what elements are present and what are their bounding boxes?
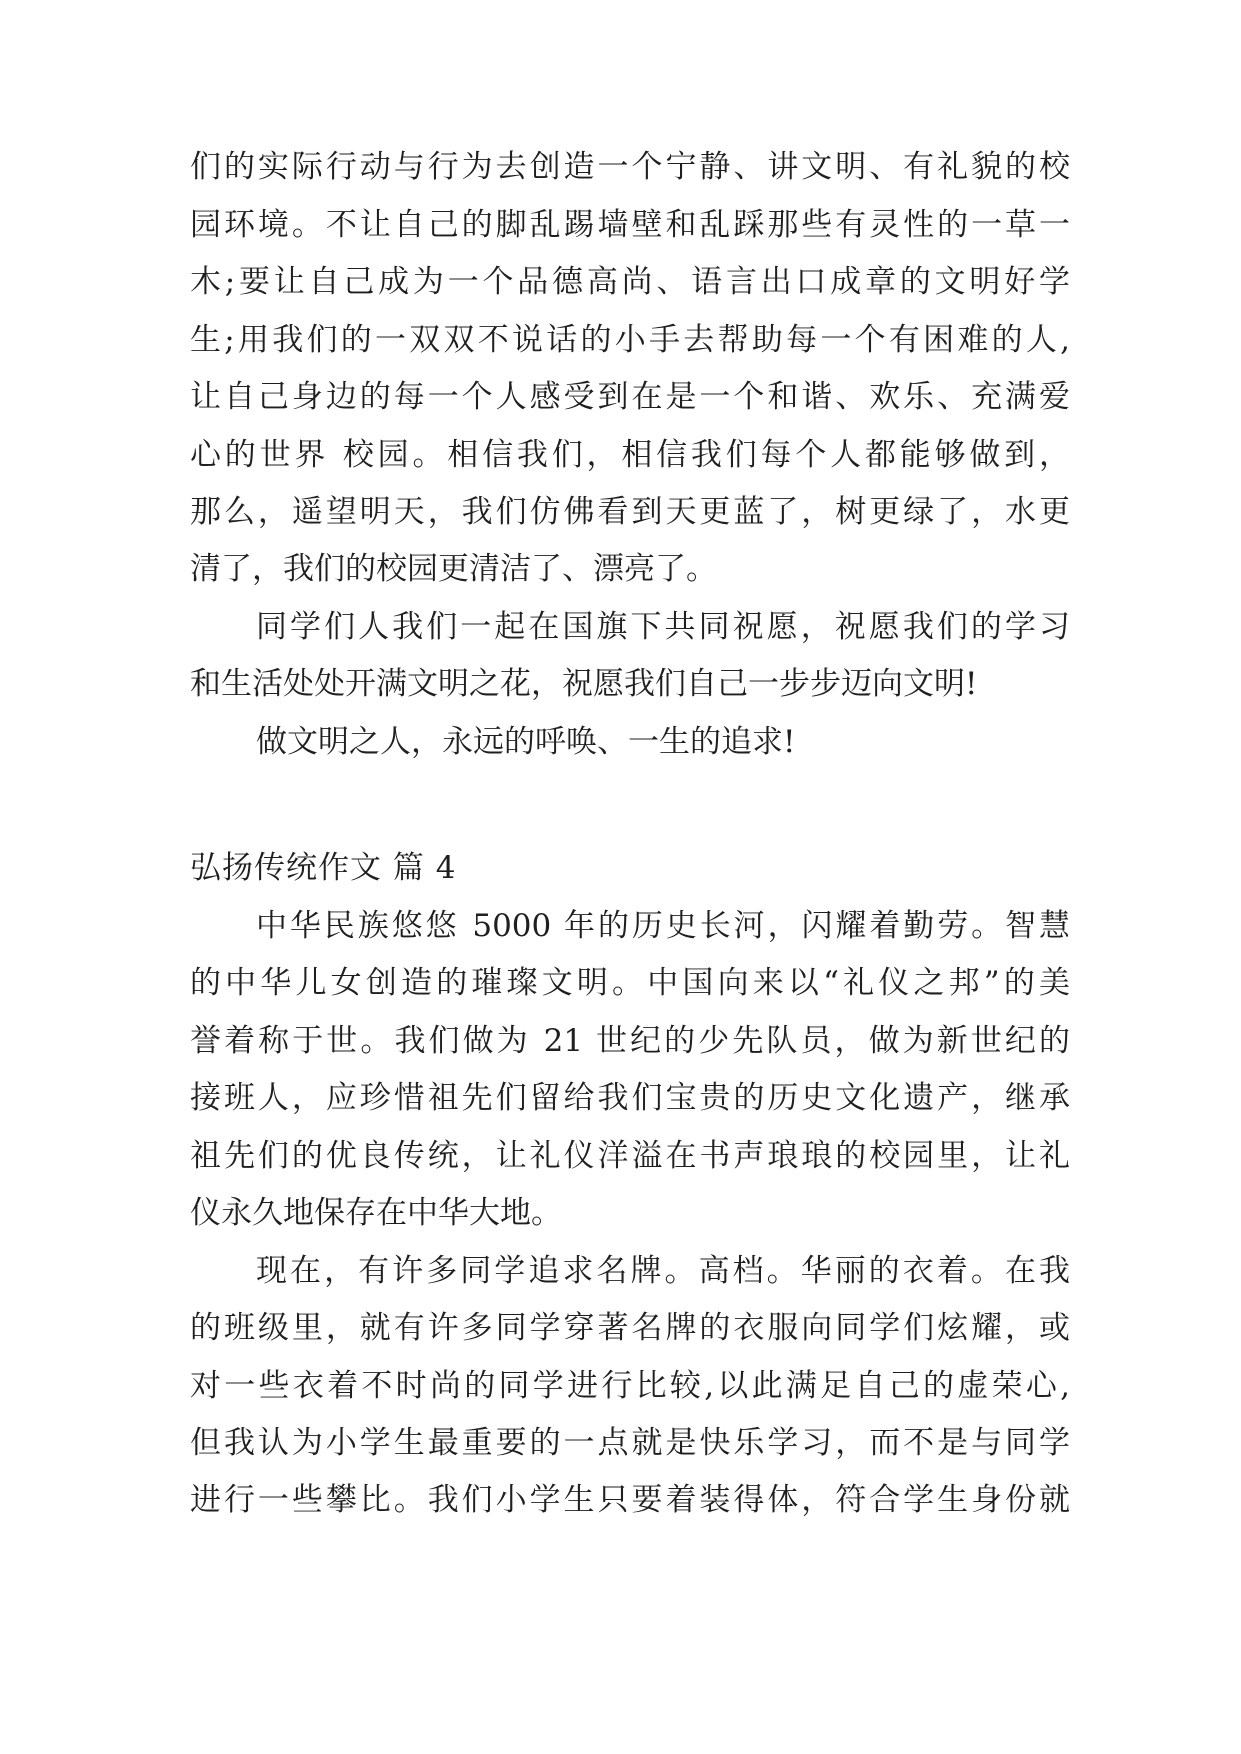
text-line: 接班人，应珍惜祖先们留给我们宝贵的历史文化遗产，继承: [190, 1080, 1070, 1116]
text-line: 但我认为小学生最重要的一点就是快乐学习，而不是与同学: [190, 1425, 1070, 1461]
text-line: 的中华儿女创造的璀璨文明。中国向来以“礼仪之邦”的美: [190, 965, 1070, 1001]
text-line: 让自己身边的每一个人感受到在是一个和谐、欢乐、充满爱: [190, 379, 1070, 415]
text-line: 现在，有许多同学追求名牌。高档。华丽的衣着。在我: [256, 1253, 1070, 1289]
text-line: 的班级里，就有许多同学穿著名牌的衣服向同学们炫耀，或: [190, 1310, 1070, 1346]
text-line: 进行一些攀比。我们小学生只要着装得体，符合学生身份就: [190, 1482, 1070, 1518]
text-line: 园环境。不让自己的脚乱踢墙壁和乱踩那些有灵性的一草一: [190, 207, 1070, 243]
text-line: 祖先们的优良传统，让礼仪洋溢在书声琅琅的校园里，让礼: [190, 1138, 1070, 1174]
text-line: 对一些衣着不时尚的同学进行比较,以此满足自己的虚荣心,: [190, 1368, 1070, 1404]
text-line: 们的实际行动与行为去创造一个宁静、讲文明、有礼貌的校: [190, 149, 1070, 185]
text-line: 清了，我们的校园更清洁了、漂亮了。: [190, 551, 717, 587]
text-line: 木;要让自己成为一个品德高尚、语言出口成章的文明好学: [190, 264, 1070, 300]
text-line: 中华民族悠悠 5000 年的历史长河，闪耀着勤劳。智慧: [256, 908, 1070, 944]
text-line: 那么，遥望明天，我们仿佛看到天更蓝了，树更绿了，水更: [190, 494, 1070, 530]
text-line: 仪永久地保存在中华大地。: [190, 1195, 562, 1231]
text-line: 誉着称于世。我们做为 21 世纪的少先队员，做为新世纪的: [190, 1023, 1070, 1059]
text-line: 做文明之人，永远的呼唤、一生的追求!: [256, 724, 796, 760]
text-line: 心的世界 校园。相信我们，相信我们每个人都能够做到，: [190, 437, 1070, 473]
text-line: 同学们人我们一起在国旗下共同祝愿，祝愿我们的学习: [256, 609, 1070, 645]
text-line: 生;用我们的一双双不说话的小手去帮助每一个有困难的人,: [190, 322, 1070, 358]
text-line: 和生活处处开满文明之花，祝愿我们自己一步步迈向文明!: [190, 666, 978, 702]
section-heading: 弘扬传统作文 篇 4: [190, 850, 457, 886]
